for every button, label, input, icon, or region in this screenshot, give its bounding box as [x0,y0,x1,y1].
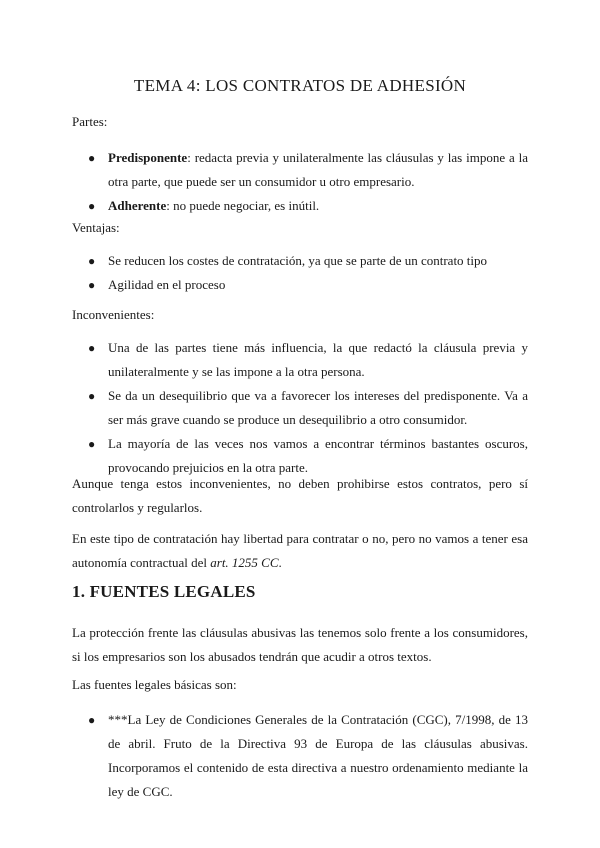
bullet-icon: ● [88,254,96,268]
list-item [72,249,528,273]
list-item [72,273,528,297]
ventajas-list [72,249,528,297]
paragraph-aunque: Aunque tenga estos inconvenientes, no deben prohibirse estos contratos, pero sí controlarlos y regularlos. [72,476,528,515]
partes-heading: Partes: [72,114,108,129]
list-item-text: La mayoría de las veces nos vamos a encontrar términos bastantes oscuros, provocando prejuicios en la otra parte. [108,436,528,475]
bullet-icon: ● [88,341,96,355]
list-item-text: Se da un desequilibrio que va a favorecer los intereses del predisponente. Va a ser más grave cuando se produce un desequilibrio a otro consumidor. [108,388,528,427]
fuentes-list [72,708,528,804]
list-item [72,194,528,218]
list-item-text: Agilidad en el proceso [108,277,226,292]
list-item [72,146,528,194]
page-title: TEMA 4: LOS CONTRATOS DE ADHESIÓN [133,76,467,95]
list-item-text: : no puede negociar, es inútil. [166,198,320,213]
ventajas-heading: Ventajas: [72,220,120,235]
term-adherente: Adherente [108,198,167,213]
list-item [72,384,528,432]
bullet-icon: ● [88,389,96,403]
section-heading: 1. FUENTES LEGALES [72,582,256,601]
list-item-text: Una de las partes tiene más influencia, la que redactó la cláusula previa y unilateralmente y se las impone a la otra persona. [108,340,528,379]
paragraph-text: En este tipo de contratación hay libertad para contratar o no, pero no vamos a tener esa autonomía contractual del [72,531,528,570]
fuentes-intro: Las fuentes legales básicas son: [72,677,237,692]
list-item [72,708,528,804]
paragraph-libertad [72,527,528,575]
bullet-icon: ● [88,151,96,165]
list-item-text: : redacta previa y unilateralmente las cláusulas y las impone a la otra parte, que puede ser un consumidor u otro empresario. [108,150,528,189]
list-item-text: ***La Ley de Condiciones Generales de la Contratación (CGC), 7/1998, de 13 de abril. Fruto de la Directiva 93 de Europa de las cláusulas abusivas. Incorporamos el contenido de esta directiva a nuestro ordenamiento mediante la ley de CGC. [108,712,528,799]
inconvenientes-list [72,336,528,480]
bullet-icon: ● [88,199,96,213]
partes-list [72,146,528,218]
list-item-text: Se reducen los costes de contratación, ya que se parte de un contrato tipo [108,253,488,268]
bullet-icon: ● [88,713,96,727]
paragraph-end: . [278,555,282,570]
list-item [72,336,528,384]
paragraph-proteccion: La protección frente las cláusulas abusivas las tenemos solo frente a los consumidores, si los empresarios son los abusados tendrán que acudir a otros textos. [72,625,528,664]
bullet-icon: ● [88,437,96,451]
legal-reference: art. 1255 CC [210,555,279,570]
inconvenientes-heading: Inconvenientes: [72,307,155,322]
bullet-icon: ● [88,278,96,292]
term-predisponente: Predisponente [108,150,188,165]
